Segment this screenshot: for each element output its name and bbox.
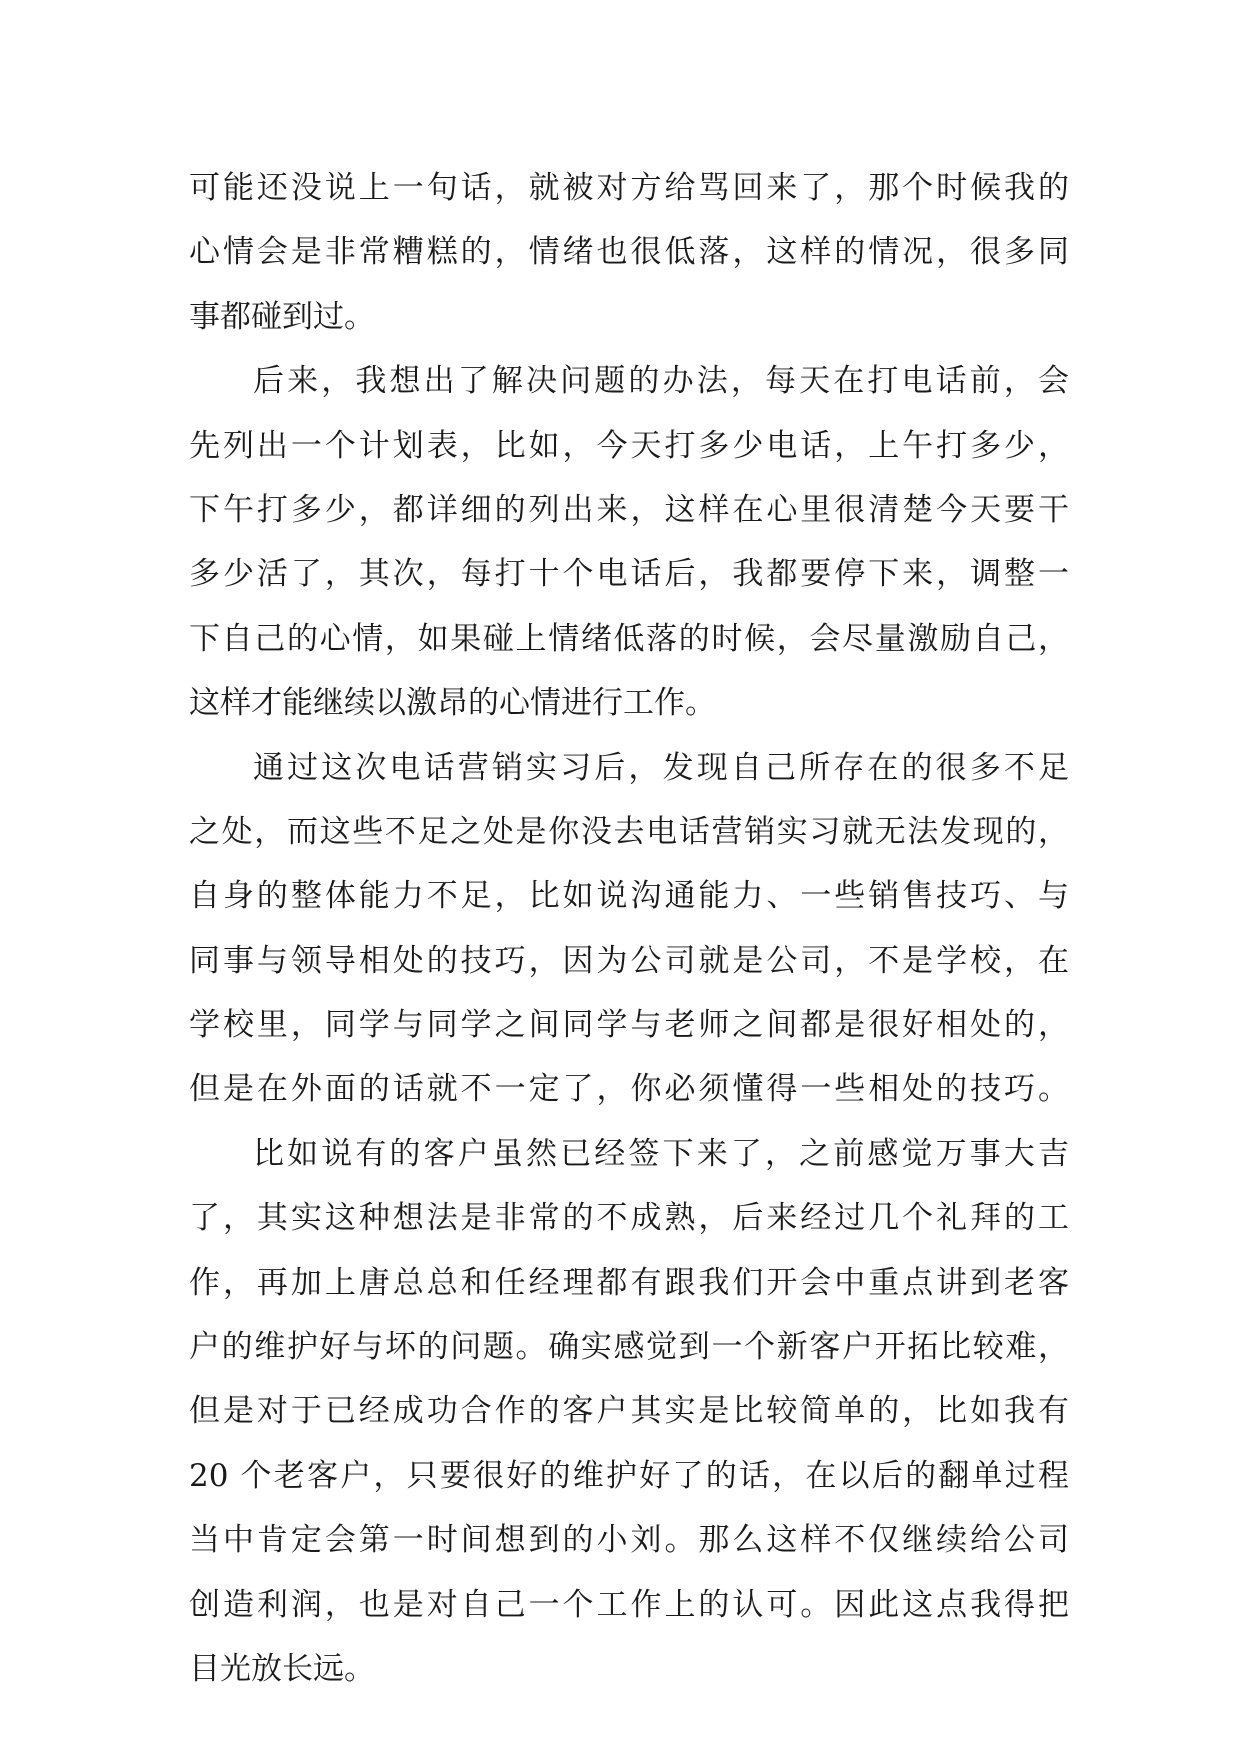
- text-line: 了，其实这种想法是非常的不成熟，后来经过几个礼拜的工: [189, 1200, 1069, 1237]
- paragraph-first-line: 比如说有的客户虽然已经签下来了，之前感觉万事大吉: [253, 1135, 1069, 1172]
- text-line: 目光放长远。: [189, 1650, 375, 1687]
- text-line: 但是在外面的话就不一定了，你必须懂得一些相处的技巧。: [189, 1071, 1069, 1108]
- text-line: 事都碰到过。: [189, 298, 375, 335]
- text-line: 创造利润，也是对自己一个工作上的认可。因此这点我得把: [189, 1586, 1069, 1623]
- text-line: 下自己的心情，如果碰上情绪低落的时候，会尽量激励自己，: [189, 620, 1069, 657]
- text-line: 当中肯定会第一时间想到的小刘。那么这样不仅继续给公司: [189, 1522, 1069, 1559]
- text-line: 同事与领导相处的技巧，因为公司就是公司，不是学校，在: [189, 942, 1069, 979]
- text-line: 心情会是非常糟糕的，情绪也很低落，这样的情况，很多同: [189, 234, 1069, 271]
- paragraph-first-line: 后来，我想出了解决问题的办法，每天在打电话前，会: [253, 363, 1069, 400]
- text-line: 下午打多少，都详细的列出来，这样在心里很清楚今天要干: [189, 491, 1069, 528]
- text-line: 自身的整体能力不足，比如说沟通能力、一些销售技巧、与: [189, 878, 1069, 915]
- text-line: 但是对于已经成功合作的客户其实是比较简单的，比如我有: [189, 1393, 1069, 1430]
- text-line: 作，再加上唐总总和任经理都有跟我们开会中重点讲到老客: [189, 1264, 1069, 1301]
- text-line: 多少活了，其次，每打十个电话后，我都要停下来，调整一: [189, 556, 1069, 593]
- text-line: 学校里，同学与同学之间同学与老师之间都是很好相处的，: [189, 1007, 1069, 1044]
- text-line: 之处，而这些不足之处是你没去电话营销实习就无法发现的，: [189, 813, 1069, 850]
- text-line: 这样才能继续以激昂的心情进行工作。: [189, 685, 716, 722]
- text-line: 可能还没说上一句话，就被对方给骂回来了，那个时候我的: [189, 170, 1069, 206]
- body-text: [189, 156, 1069, 1701]
- text-line: 20 个老客户，只要很好的维护好了的话，在以后的翻单过程: [189, 1457, 1069, 1494]
- text-line: 先列出一个计划表，比如，今天打多少电话，上午打多少，: [189, 427, 1069, 464]
- paragraph-first-line: 通过这次电话营销实习后，发现自己所存在的很多不足: [253, 749, 1069, 786]
- text-line: 户的维护好与坏的问题。确实感觉到一个新客户开拓比较难，: [189, 1329, 1069, 1366]
